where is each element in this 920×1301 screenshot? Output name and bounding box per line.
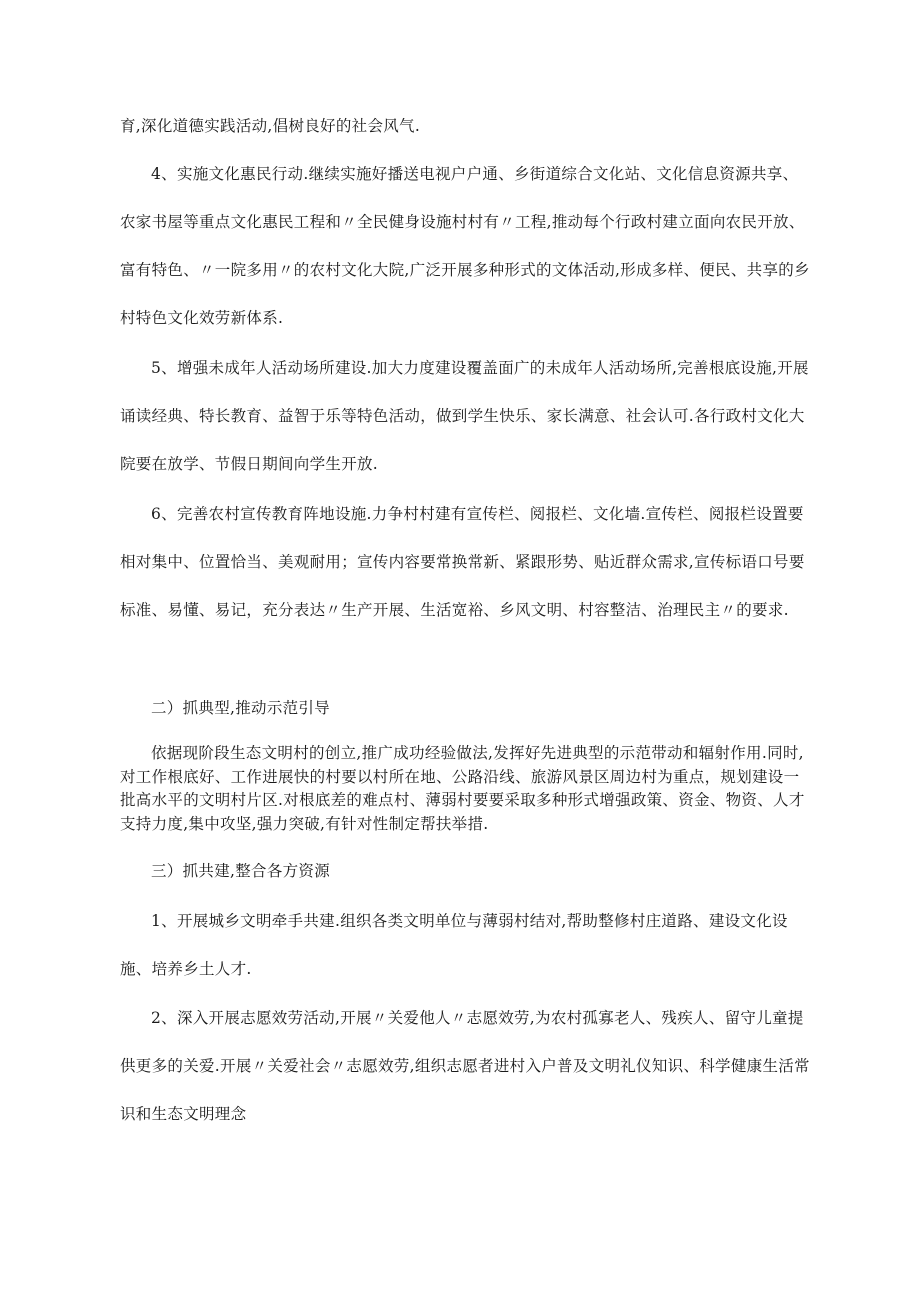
paragraph-volunteer-service: 2、深入开展志愿效劳活动,开展〃关爱他人〃志愿效劳,为农村孤寡老人、残疾人、留守儿童提供更多的关爱.开展〃关爱社会〃志愿效劳,组织志愿者进村入户普及文明礼仪知识、科学健康生活常识和生态文明理念 (120, 1009, 810, 1123)
section-heading-typical: 二）抓典型,推动示范引导 (151, 699, 331, 717)
paragraph-culture-benefit: 4、实施文化惠民行动.继续实施好播送电视户户通、乡街道综合文化站、文化信息资源共享、农家书屋等重点文化惠民工程和〃全民健身设施村村有〃工程,推动每个行政村建立面向农民开放、富有特色、〃一院多用〃的农村文化大院,广泛开展多种形式的文体活动,形成多样、便民、共享的乡村特色文化效劳新体系. (120, 165, 810, 327)
paragraph-demonstration: 依据现阶段生态文明村的创立,推广成功经验做法,发挥好先进典型的示范带动和辐射作用.同时,对工作根底好、工作进展快的村要以村所在地、公路沿线、旅游风景区周边村为重点，规划建设一批高水平的文明村片区.对根底差的难点村、薄弱村要要采取多种形式增强政策、资金、物资、人才支持力度,集中攻坚,强力突破,有针对性制定帮扶举措. (120, 744, 805, 833)
section-heading-co-building: 三）抓共建,整合各方资源 (151, 862, 331, 880)
paragraph-youth-venues: 5、增强未成年人活动场所建设.加大力度建设覆盖面广的未成年人活动场所,完善根底设施,开展诵读经典、特长教育、益智于乐等特色活动，做到学生快乐、家长满意、社会认可.各行政村文化大院要在放学、节假日期间向学生开放. (120, 359, 809, 473)
paragraph-moral-practice: 育,深化道德实践活动,倡树良好的社会风气. (120, 117, 421, 135)
paragraph-urban-rural-pairing: 1、开展城乡文明牵手共建.组织各类文明单位与薄弱村结对,帮助整修村庄道路、建设文化设施、培养乡土人才. (120, 912, 788, 978)
paragraph-publicity-facilities: 6、完善农村宣传教育阵地设施.力争村村建有宣传栏、阅报栏、文化墙.宣传栏、阅报栏设置要相对集中、位置恰当、美观耐用；宣传内容要常换常新、紧跟形势、贴近群众需求,宣传标语口号要标准、易懂、易记，充分表达〃生产开展、生活宽裕、乡风文明、村容整洁、治理民主〃的要求. (120, 505, 805, 619)
